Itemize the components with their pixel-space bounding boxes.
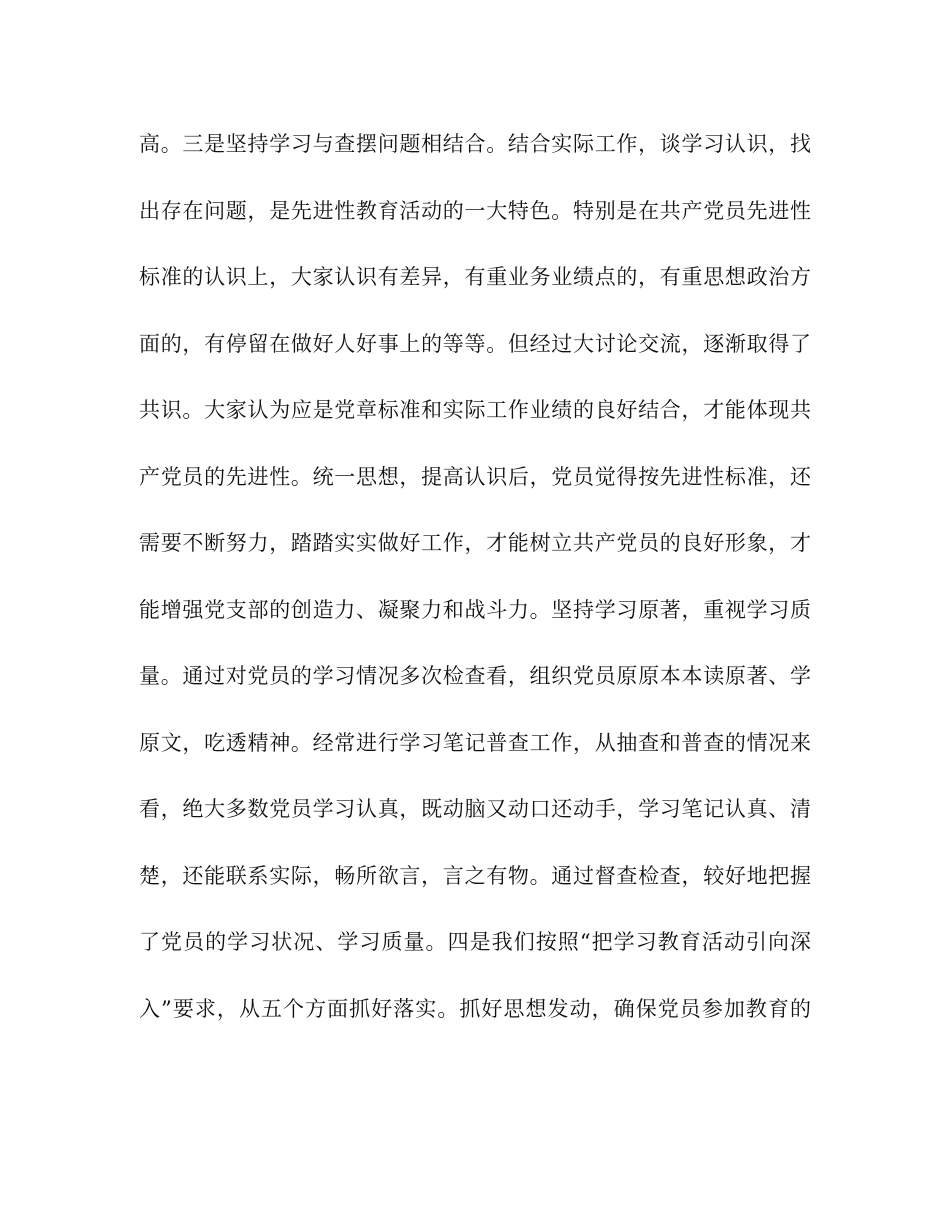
text-line: 原文，吃透精神。经常进行学习笔记普查工作，从抽查和普查的情况来 bbox=[139, 730, 811, 755]
text-line: 了党员的学习状况、学习质量。四是我们按照“把学习教育活动引向深 bbox=[139, 930, 811, 954]
text-line: 能增强党支部的创造力、凝聚力和战斗力。坚持学习原著，重视学习质 bbox=[139, 597, 811, 622]
text-line: 共识。大家认为应是党章标准和实际工作业绩的良好结合，才能体现共 bbox=[139, 398, 811, 422]
text-line: 出存在问题，是先进性教育活动的一大特色。特别是在共产党员先进性 bbox=[139, 198, 811, 223]
text-line: 量。通过对党员的学习情况多次检查看，组织党员原原本本读原著、学 bbox=[139, 664, 811, 688]
text-line: 入”要求，从五个方面抓好落实。抓好思想发动，确保党员参加教育的 bbox=[139, 996, 811, 1021]
text-line: 楚，还能联系实际，畅所欲言，言之有物。通过督查检查，较好地把握 bbox=[139, 863, 811, 888]
text-line: 需要不断努力，踏踏实实做好工作，才能树立共产党员的良好形象，才 bbox=[139, 531, 811, 555]
text-line: 标准的认识上，大家认识有差异，有重业务业绩点的，有重思想政治方 bbox=[139, 265, 811, 289]
text-line: 面的，有停留在做好人好事上的等等。但经过大讨论交流，逐渐取得了 bbox=[139, 331, 811, 356]
text-line: 产党员的先进性。统一思想，提高认识后，党员觉得按先进性标准，还 bbox=[139, 464, 811, 489]
text-line: 高。三是坚持学习与查摆问题相结合。结合实际工作，谈学习认识，找 bbox=[139, 132, 811, 156]
text-line: 看，绝大多数党员学习认真，既动脑又动口还动手，学习笔记认真、清 bbox=[139, 797, 811, 821]
body-text bbox=[139, 124, 819, 1055]
